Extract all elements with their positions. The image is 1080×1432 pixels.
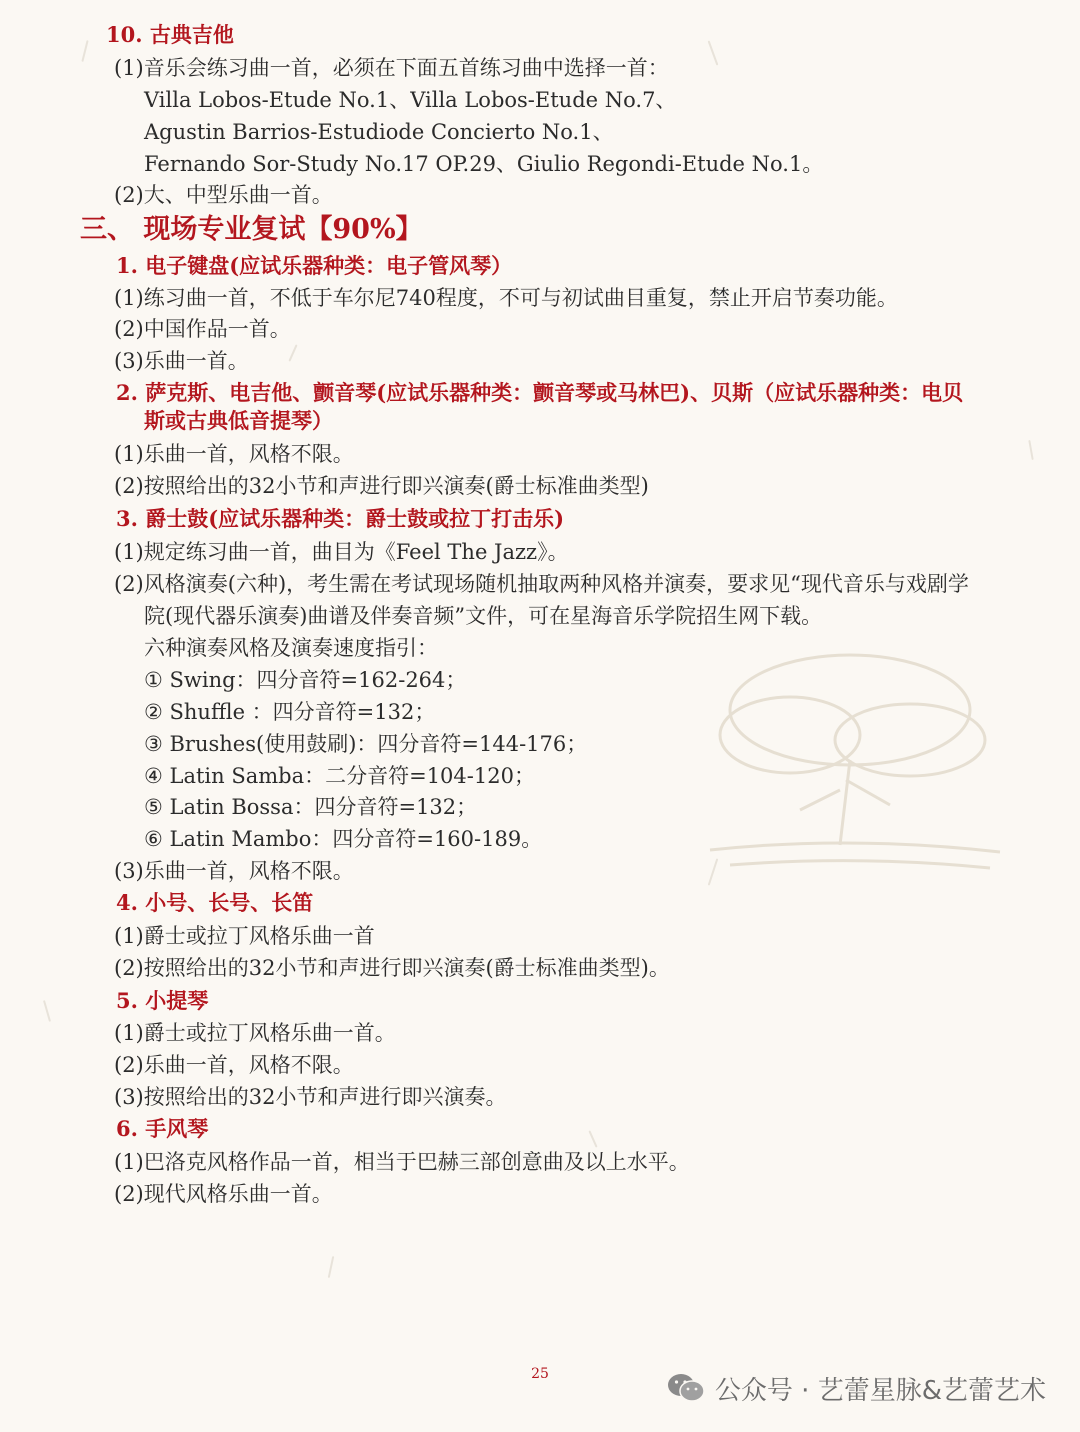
list-item: (1)规定练习曲一首，曲目为《Feel The Jazz》。 [114, 540, 569, 564]
tree-illustration [690, 640, 1020, 880]
list-item: (3)乐曲一首。 [114, 349, 249, 373]
section-title-classical-guitar: 10. 古典吉他 [106, 22, 234, 47]
paper-fleck [288, 344, 297, 361]
subsection-title-brass: 4. 小号、长号、长笛 [116, 890, 314, 915]
list-item: (2)大、中型乐曲一首。 [114, 183, 333, 207]
list-item: ⑤ Latin Bossa：四分音符=132； [144, 795, 478, 819]
list-item: (1)爵士或拉丁风格乐曲一首 [114, 924, 375, 948]
list-item: (1)巴洛克风格作品一首，相当于巴赫三部创意曲及以上水平。 [114, 1150, 690, 1174]
list-item: (2)中国作品一首。 [114, 317, 291, 341]
list-item: 院(现代器乐演奏)曲谱及伴奏音频”文件，可在星海音乐学院招生网下载。 [144, 604, 823, 628]
list-item: (2)风格演奏(六种)，考生需在考试现场随机抽取两种风格并演奏，要求见“现代音乐与戏剧学 [114, 572, 969, 596]
page-number: 25 [531, 1366, 549, 1382]
paper-fleck [588, 1130, 597, 1147]
section-heading: 三、 现场专业复试【90%】 [80, 214, 423, 245]
subsection-title-drums: 3. 爵士鼓(应试乐器种类：爵士鼓或拉丁打击乐) [116, 506, 565, 531]
paper-fleck [81, 40, 88, 62]
paper-fleck [43, 1000, 51, 1022]
watermark [667, 1370, 1046, 1406]
subsection-title-violin: 5. 小提琴 [116, 988, 209, 1013]
list-item: (2)按照给出的32小节和声进行即兴演奏(爵士标准曲类型) [114, 474, 649, 498]
list-item: (2)现代风格乐曲一首。 [114, 1182, 333, 1206]
watermark-text: 公众号 · 艺蕾星脉&艺蕾艺术 [714, 1375, 1046, 1406]
subsection-title-accordion: 6. 手风琴 [116, 1116, 209, 1141]
list-item: (1)乐曲一首，风格不限。 [114, 442, 354, 466]
list-item: ② Shuffle ：四分音符=132； [144, 700, 436, 724]
list-item: ④ Latin Samba：二分音符=104-120； [144, 764, 535, 788]
list-item: ① Swing：四分音符=162-264； [144, 668, 467, 692]
list-item: (1)爵士或拉丁风格乐曲一首。 [114, 1021, 396, 1045]
subsection-title-sax-cont: 斯或古典低音提琴） [144, 408, 333, 433]
paper-fleck [328, 1256, 335, 1278]
paper-fleck [708, 40, 719, 65]
list-item: (1)练习曲一首，不低于车尔尼740程度，不可与初试曲目重复，禁止开启节奏功能。 [114, 286, 898, 310]
list-item: (3)乐曲一首，风格不限。 [114, 859, 354, 883]
subsection-title-sax: 2. 萨克斯、电吉他、颤音琴(应试乐器种类：颤音琴或马林巴)、贝斯（应试乐器种类：电贝 [116, 380, 964, 405]
list-item: (3)按照给出的32小节和声进行即兴演奏。 [114, 1085, 507, 1109]
paper-fleck [1028, 440, 1033, 460]
list-item: (2)按照给出的32小节和声进行即兴演奏(爵士标准曲类型)。 [114, 956, 670, 980]
list-item: (1)音乐会练习曲一首，必须在下面五首练习曲中选择一首： [114, 56, 669, 80]
subsection-title-keyboard: 1. 电子键盘(应试乐器种类：电子管风琴） [116, 253, 513, 278]
list-item: Agustin Barrios-Estudiode Concierto No.1、 [144, 120, 614, 144]
list-item: ③ Brushes(使用鼓刷)：四分音符=144-176； [144, 732, 588, 756]
list-item: 六种演奏风格及演奏速度指引： [144, 636, 438, 660]
wechat-icon [667, 1372, 705, 1404]
list-item: (2)乐曲一首，风格不限。 [114, 1053, 354, 1077]
list-item: Fernando Sor-Study No.17 OP.29、Giulio Regondi-Etude No.1。 [144, 152, 824, 176]
list-item: Villa Lobos-Etude No.1、Villa Lobos-Etude No.7、 [144, 88, 677, 112]
list-item: ⑥ Latin Mambo：四分音符=160-189。 [144, 827, 543, 851]
